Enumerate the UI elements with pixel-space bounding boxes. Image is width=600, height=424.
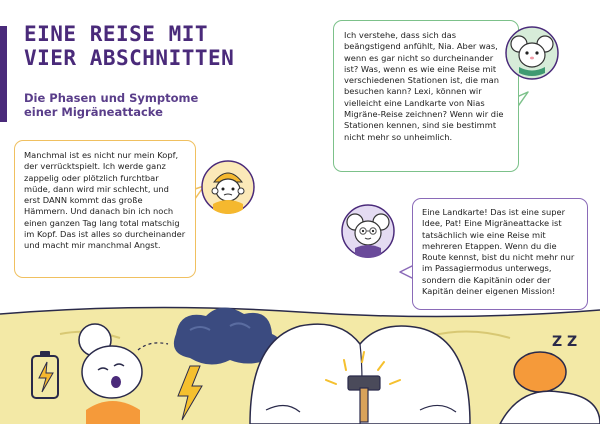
lexi-avatar [341,204,395,258]
pat-avatar [505,26,559,80]
title-line-2: VIER ABSCHNITTEN [24,46,235,70]
bottom-illustration [0,300,600,424]
sleep-zzz: Z Z [552,334,578,350]
title-line-1: EINE REISE MIT [24,22,209,46]
subtitle-line-2: einer Migräneattacke [24,105,163,119]
speech-bubble-pat: Ich verstehe, dass sich das beängstigend anfühlt, Nia. Aber was, wenn es gar nicht so durcheinander ist? Was, wenn es wie eine Reise mit verschiedenen Stationen ist, die man besuchen kann? Lexi, können wir vielleicht eine Landkarte von Nias Migräne-Reise zeichnen? Wenn wir die Stationen kennen, sind sie bestimmt nicht mehr so unheimlich. [333,20,519,172]
speech-bubble-lexi: Eine Landkarte! Das ist eine super Idee, Pat! Eine Migräneattacke ist tatsächlich wie eine Reise mit mehreren Etappen. Wenn du die Route kennst, bist du nicht mehr nur im Passagiermodus unterwegs, sondern die Kapitänin oder der Kapitän deiner eigenen Mission! [412,198,588,310]
speech-bubble-nia: Manchmal ist es nicht nur mein Kopf, der verrücktspielt. Ich werde ganz zappelig oder plötzlich furchtbar müde, dann wird mir schlecht, und erst DANN kommt das große Hämmern. Und danach bin ich noch einen ganzen Tag lang total matschig im Kopf. Das ist alles so durcheinander und macht mir manchmal Angst. [14,140,196,278]
nia-avatar [201,160,255,214]
battery-icon [32,351,58,398]
subtitle-line-1: Die Phasen und Symptome [24,91,199,105]
